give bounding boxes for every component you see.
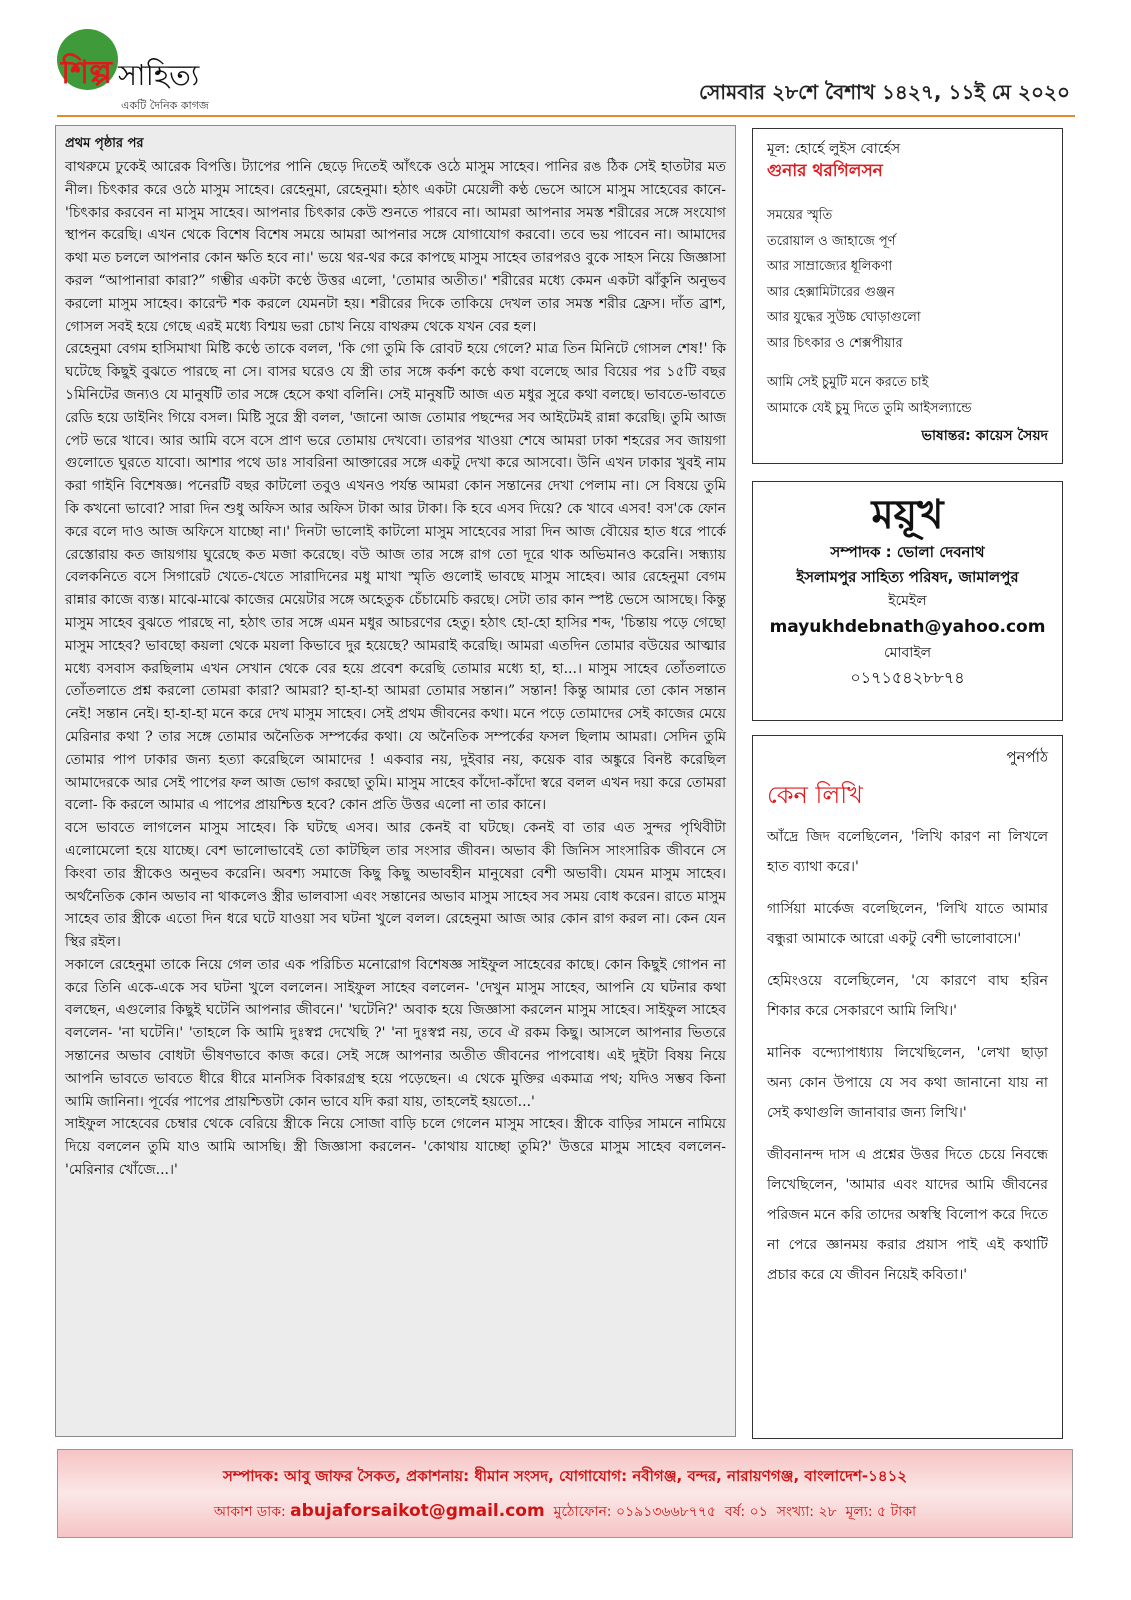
- continued-label: প্রথম পৃষ্ঠার পর: [65, 136, 144, 151]
- article-paragraph: বসে ভাবতে লাগলেন মাসুম সাহেব। কি ঘটছে এসব। আর কেনই বা ঘটছে। কেনই বা তার এত সুন্দর পৃথিবীটা এলোমেলো হয়ে যাচ্ছে। বেশ ভালোভাবেই তো কাটছিল তার সংসার জীবন। অভাব কী জিনিস সাংসারিক জীবনে সে কিংবা তার স্ত্রীকেও অনুভব করেনি। অবশ্য সমাজে কিছু কিছু অভাবহীন মানুষেরা বেশী অভাবী। যেমন মাসুম সাহেব। অর্থনৈতিক কোন অভাব না থাকলেও স্ত্রীর ভালবাসা এবং সন্তানের অভাব মাসুম সাহেব সব সময় বোধ করেন। রাতে মাসুম সাহেব তার স্ত্রীকে এতো দিন ধরে ঘটে যাওয়া সব ঘটনা খুলে বলল। রেহেনুমা আজ আর কোন রাগ করল না। কেন যেন স্থির রইল।: [65, 820, 726, 951]
- poem-translator: ভাষান্তর: কায়েস সৈয়দ: [921, 428, 1048, 444]
- footer-year: বর্ষ: ০১: [724, 1504, 768, 1520]
- footer-publisher-line: সম্পাদক: আবু জাফর সৈকত, প্রকাশনায়: ধীমান সংসদ, যোগাযোগ: নবীগঞ্জ, বন্দর, নারায়ণগঞ্জ, বাংলাদেশ-১৪১২: [222, 1467, 908, 1485]
- poem-line: আর সাম্রাজ্যের ধূলিকণা: [767, 259, 893, 274]
- magazine-email: mayukhdebnath@yahoo.com: [769, 617, 1046, 637]
- essay-box: [752, 735, 1063, 1439]
- magazine-box: [752, 481, 1063, 721]
- poem-line: তরোয়াল ও জাহাজে পূর্ণ: [767, 233, 896, 249]
- essay-title: কেন লিখি: [767, 781, 863, 809]
- poem-line: আর যুদ্ধের সুউচ্চ ঘোড়াগুলো: [767, 310, 921, 325]
- magazine-title: ময়ূখ: [871, 491, 944, 538]
- email-label: ইমেইল: [888, 593, 927, 609]
- poem-title: গুনার থরগিলসন: [767, 161, 883, 181]
- essay-paragraph: হেমিংওয়ে বলেছিলেন, 'যে কারণে বাঘ হরিন শিকার করে সেকারণে আমি লিখি।': [767, 973, 1048, 1019]
- footer-price: মূল্য: ৫ টাকা: [845, 1504, 917, 1520]
- issue-date: সোমবার ২৮শে বৈশাখ ১৪২৭, ১১ই মে ২০২০: [698, 80, 1070, 104]
- logo-word-sahitya: সাহিত্য: [118, 58, 200, 92]
- essay-paragraph: মানিক বন্দ্যোপাধ্যায় লিখেছিলেন, 'লেখা ছাড়া অন্য কোন উপায়ে যে সব কথা জানানো যায় না সেই কথাগুলি জানাবার জন্য লিখি।': [767, 1045, 1048, 1121]
- article-paragraph: সাইফুল সাহেবের চেম্বার থেকে বেরিয়ে স্ত্রীকে নিয়ে সোজা বাড়ি চলে গেলেন মাসুম সাহেব। স্ত্রীকে বাড়ির সামনে নামিয়ে দিয়ে বললেন তুমি যাও আমি আসছি। স্ত্রী জিজ্ঞাসা করলেন- 'কোথায় যাচ্ছো তুমি?' উত্তরে মাসুম সাহেব বললেন- 'মেরিনার খোঁজে...।': [65, 1116, 726, 1179]
- footer-contact-line: [58, 1498, 1072, 1525]
- footer-issue: সংখ্যা: ২৮: [776, 1504, 837, 1520]
- magazine-org: ইসলামপুর সাহিত্য পরিষদ, জামালপুর: [796, 568, 1019, 586]
- logo-tagline: একটি দৈনিক কাগজ: [121, 99, 209, 112]
- poem-original-author: মূল: হোর্হে লুইস বোর্হেস: [767, 141, 901, 157]
- footer-phone: মুঠোফোন: ০১৯১৩৬৬৮৭৭৫: [553, 1504, 717, 1520]
- poem-line: আমাকে যেই চুমু দিতে তুমি আইসল্যান্ডে: [767, 400, 972, 416]
- stanza-gap: [767, 356, 1048, 370]
- essay-paragraph: জীবনানন্দ দাস এ প্রশ্নের উত্তর দিতে চেয়ে নিবন্ধে লিখেছিলেন, 'আমার এবং যাদের আমি জীবনের পরিজন মনে করি তাদের অস্বস্থি বিলোপ করে দিতে না পেরে জ্ঞানময় করার প্রয়াস পাই এই কথাটি প্রচার করে যে জীবন নিয়েই কবিতা।': [767, 1147, 1048, 1283]
- footer-banner: [57, 1449, 1073, 1538]
- article-paragraph: রেহেনুমা বেগম হাসিমাখা মিষ্টি কণ্ঠে তাকে বলল, 'কি গো তুমি কি রোবট হয়ে গেলে? মাত্র তিন মিনিটে গোসল শেষ!' কি ঘটেছে কিছুই বুঝতে পারছে না সে। বাসর ঘরেও যে স্ত্রী তার সঙ্গে কর্কশ কণ্ঠে কথা বলেছে আর বিয়ের পর ১৫টি বছর ১মিনিটের জন্যও যে মানুষটি তার সঙ্গে হেসে কথা বলিনি। সেই মানুষটি আজ এত মধুর সুরে কথা বলছে। ভাবতে-ভাবতে রেডি হয়ে ডাইনিং গিয়ে বসল। মিষ্টি সুরে স্ত্রী বলল, 'জানো আজ তোমার পছন্দের সব আইটেমই রান্না করেছি। তুমি আজ পেট ভরে খাবে। আর আমি বসে বসে প্রাণ ভরে তোমায় দেখবো। তারপর খাওয়া শেষে আমরা ঢাকা শহরের সব জায়গা গুলোতে ঘুরতে যাবো। আশার পথে ডাঃ সাবরিনা আক্তারের সঙ্গে একটু দেখা করে আসবো। উনি এখন ঢাকার খুবই নাম করা গাইনি বিশেষজ্ঞ। পনেরটি বছর কাটলো তবুও এখনও পর্যন্ত আমরা কোন সন্তানের দেখা পেলাম না। সে বিষয়ে তুমি কি কখনো ভাবো? সারা দিন শুধু অফিস আর অফিস টাকা আর টাকা। কি হবে এসব দিয়ে? কে খাবে এসব! বস'কে ফোন করে বলে দাও আজ অফিসে যাচ্ছো না।' দিনটা ভালোই কাটলো মাসুম সাহেবের সারা দিন আজ বৌয়ের হাত ধরে পার্কে রেস্তোরায় কত জায়গায় ঘুরেছে কত মজা করেছে। বউ আজ তার সঙ্গে রাগ তো দূরে থাক অভিমানও করেনি। সন্ধ্যায় বেলকনিতে বসে সিগারেট খেতে-খেতে সারাদিনের মধু মাখা স্মৃতি গুলোই ভাবছে মাসুম সাহেব। আর রেহেনুমা বেগম রান্নার কাজে ব্যস্ত। মাঝে-মাঝে কাজের মেয়েটার সঙ্গে অহেতুক চেঁচামেচি করছে। সেটা তার কান স্পষ্ট ভেসে আসছে। কিন্তু মাসুম সাহেব বুঝতে পারছে না, হঠাৎ তার সঙ্গে এমন মধুর আচরণের হেতু। হঠাৎ হো-হো হাসির শব্দ, 'চিন্তায় পড়ে গেছো মাসুম সাহেব? ভাবছো কয়লা থেকে ময়লা কিভাবে দুর হয়েছে? আমরাই করেছি। আমরা এতদিন তোমার বউয়ের আত্মার মধ্যে বসবাস করছিলাম এখন সেখান থেকে বের হয়ে প্রবেশ করেছি তোমার মধ্যে হা, হা...। মাসুম সাহেব তোঁতলাতে তোঁতলাতে প্রশ্ন করলো তোমরা কারা? আমরা? হা-হা-হা আমরা তোমার সন্তান।” সন্তান! কিন্তু আমার তো কোন সন্তান নেই! সন্তান নেই। হা-হা-হা মনে করে দেখ মাসুম সাহেব। সেই প্রথম জীবনের কথা। মনে পড়ে তোমাদের সেই কাজের মেয়ে মেরিনার কথা ? তার সঙ্গে তোমার অনৈতিক সম্পর্কের কথা। যে অনৈতিক সম্পর্কের ফসল ছিলাম আমরা। সেদিন তুমি তোমার পাপ ঢাকার জন্য হত্যা করেছিলে আমাদের ! একবার নয়, দুইবার নয়, কয়েক বার অঙ্কুরে বিনষ্ট করেছিল আমাদেরকে আর সেই পাপের ফল আজ ভোগ করছো তুমি। মাসুম সাহেব কাঁদো-কাঁদো স্বরে বলল এখন দয়া করে তোমরা বলো- কি করলে আমার এ পাপের প্রায়শ্চিত্ত হবে? কোন প্রতি উত্তর এলো না তার কানে।: [65, 341, 726, 814]
- article-paragraph: সকালে রেহেনুমা তাকে নিয়ে গেল তার এক পরিচিত মনোরোগ বিশেষজ্ঞ সাইফুল সাহেবের কাছে। কোন কিছুই গোপন না করে তিনি একে-একে সব ঘটনা খুলে বললেন। সাইফুল সাহেব বললেন- 'দেখুন মাসুম সাহেব, আপনি যে ঘটনার কথা বলছেন, এগুলোর কিছুই ঘটেনি আপনার জীবনে।' 'ঘটেনি?' অবাক হয়ে জিজ্ঞাসা করলেন মাসুম সাহেব। সাইফুল সাহেব বললেন- 'না ঘটেনি।' 'তাহলে কি আমি দুঃস্বপ্ন দেখেছি ?' 'না দুঃস্বপ্ন নয়, তবে ঐ রকম কিছু। আসলে আপনার ভিতরে সন্তানের অভাব বোধটা ভীষণভাবে কাজ করে। সেই সঙ্গে আপনার অতীত জীবনের পাপবোধ। এই দুইটা বিষয় নিয়ে আপনি ভাবতে ভাবতে ধীরে ধীরে মানসিক বিকারগ্রস্থ হয়ে পড়েছেন। এ থেকে মুক্তির একমাত্র পথ; যদিও সম্ভব কিনা আমি জানিনা। পূর্বের পাপের প্রায়শ্চিত্তটা কোন ভাবে যদি করা যায়, তাহলেই হয়তো...': [65, 956, 726, 1110]
- mobile-label: মোবাইল: [883, 645, 932, 661]
- article-paragraph: বাথরুমে ঢুকেই আরেক বিপত্তি। ট্যাপের পানি ছেড়ে দিতেই আঁৎকে ওঠে মাসুম সাহেব। পানির রঙ ঠিক সেই হাতটার মত নীল। চিৎকার করে ওঠে মাসুম সাহেব। রেহেনুমা, রেহেনুমা। হঠাৎ একটা মেয়েলী কণ্ঠ ভেসে আসে মাসুম সাহেবের কানে-'চিৎকার করবেন না মাসুম সাহেব। আপনার চিৎকার কেউ শুনতে পারবে না। আমরা আপনার সমস্ত শরীরের সঙ্গে সংযোগ স্থাপন করেছি। এখন থেকে বিশেষ বিশেষ সময়ে আমরা আপনার সঙ্গে যোগাযোগ করবো। তবে ভয় পাবেন না। আমাদের কথা মত চললে আপনার কোন ক্ষতি হবে না।' ভয়ে থর-থর করে কাপছে মাসুম সাহেব তারপরও বুকে সাহস নিয়ে জিজ্ঞাসা করল “আপানারা কারা?” গম্ভীর একটা কণ্ঠে উত্তর এলো, 'তোমার অতীত।' শরীরের মধ্যে কেমন একটা ঝাঁকুনি অনুভব করলো মাসুম সাহেব। কারেন্ট শক করলে যেমনটা হয়। শরীরের দিকে তাকিয়ে দেখল তার সমস্ত শরীর ফ্রেস। দাঁত ব্রাশ, গোসল সবই হয়ে গেছে এরই মধ্যে বিশ্ময় ভরা চোখ নিয়ে বাথরুম থেকে যখন বের হল।: [65, 159, 726, 335]
- main-article: [55, 125, 736, 1437]
- logo-word-shilpo: শিল্প: [61, 53, 112, 91]
- magazine-editor: সম্পাদক : ভোলা দেবনাথ: [830, 543, 985, 561]
- section-tag: পুনর্পাঠ: [1006, 748, 1048, 766]
- poem-box: [752, 128, 1063, 464]
- footer-email: abujaforsaikot@gmail.com: [290, 1501, 545, 1521]
- magazine-mobile: ০১৭১৫৪২৮৮৭৪: [850, 668, 965, 687]
- footer-email-label: আকাশ ডাক:: [213, 1504, 286, 1520]
- poem-line: সময়ের স্মৃতি: [767, 208, 833, 223]
- poem-line: আমি সেই চুমুটি মনে করতে চাই: [767, 375, 929, 390]
- essay-paragraph: গার্সিয়া মার্কেজ বলেছিলেন, 'লিখি যাতে আমার বন্ধুরা আমাকে আরো একটু বেশী ভালোবাসে।': [767, 901, 1048, 947]
- header-divider: [57, 115, 1075, 117]
- poem-line: আর হেক্সামিটারের গুঞ্জন: [767, 284, 895, 300]
- essay-paragraph: আঁদ্রে জিদ বলেছিলেন, 'লিখি কারণ না লিখলে হাত ব্যাথা করে।': [767, 829, 1048, 875]
- poem-line: আর চিৎকার ও শেক্সপীয়ার: [767, 335, 903, 351]
